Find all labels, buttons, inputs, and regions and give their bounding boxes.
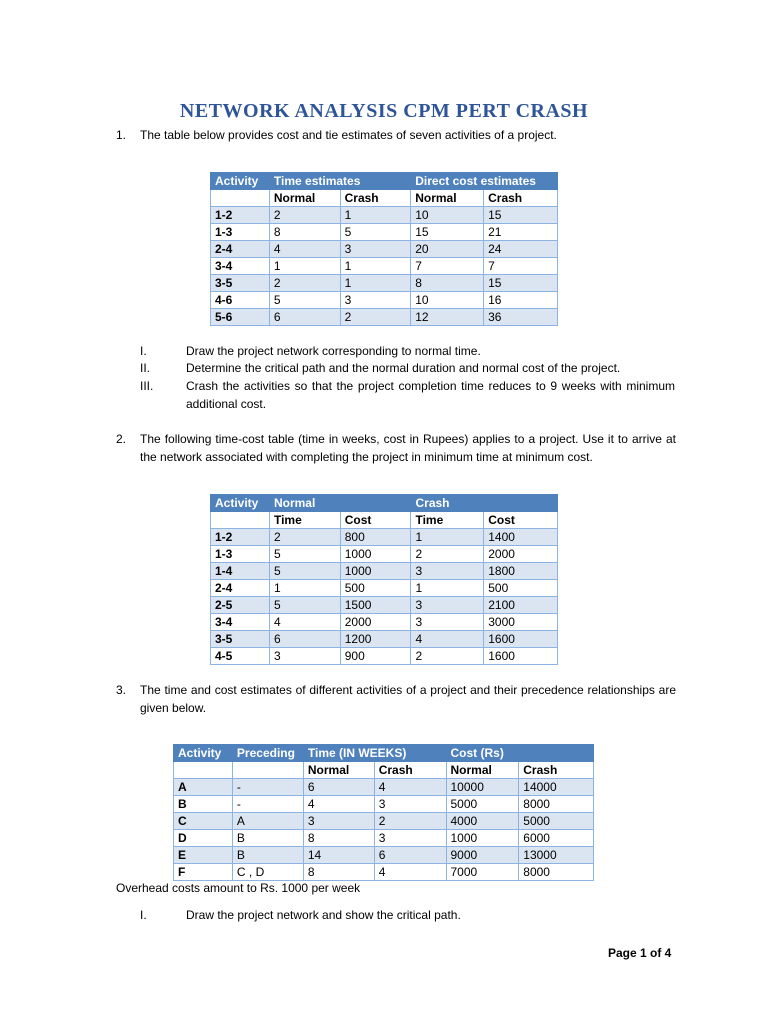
table-cell: 2-4: [211, 580, 270, 597]
table-cell: -: [232, 779, 303, 796]
subheader-cell: Time: [269, 512, 340, 529]
table-cell: 3000: [484, 614, 558, 631]
table-cell: 5: [269, 597, 340, 614]
table-cell: 3: [340, 241, 411, 258]
table-row: [211, 241, 558, 258]
header-cell: Cost (Rs): [446, 745, 594, 762]
table-cell: 3: [340, 292, 411, 309]
table-cell: 1: [340, 275, 411, 292]
table-cell: 4-5: [211, 648, 270, 665]
header-cell: Preceding: [232, 745, 303, 762]
table-cell: 4: [374, 779, 446, 796]
subheader-cell: Crash: [374, 762, 446, 779]
table-cell: 1: [340, 258, 411, 275]
table-cell: B: [174, 796, 233, 813]
sub-item-text: Draw the project network corresponding to normal time.: [186, 344, 481, 358]
table-cell: 1: [411, 529, 484, 546]
table-cell: 3-5: [211, 275, 270, 292]
sub-item-3: [140, 377, 675, 413]
table-cell: 2100: [484, 597, 558, 614]
table-cell: 2-4: [211, 241, 270, 258]
sub-item-2: [140, 359, 675, 377]
table-cell: 15: [411, 224, 484, 241]
table-cell: 20: [411, 241, 484, 258]
table-row: [174, 847, 594, 864]
table-cell: 1-4: [211, 563, 270, 580]
table-row: [211, 275, 558, 292]
question-3: [116, 681, 676, 717]
question-1: [116, 126, 676, 144]
table-cell: 8: [411, 275, 484, 292]
subheader-cell: Crash: [519, 762, 594, 779]
question-2: [116, 430, 676, 466]
table-row: [211, 292, 558, 309]
table-cell: 6: [269, 631, 340, 648]
table-cell: 1800: [484, 563, 558, 580]
table-cell: 7: [484, 258, 558, 275]
table-cell: 15: [484, 275, 558, 292]
table-row: [211, 546, 558, 563]
header-cell: Time (IN WEEKS): [303, 745, 446, 762]
header-cell: Direct cost estimates: [411, 173, 558, 190]
subheader-cell: Crash: [484, 190, 558, 207]
table-cell: 4: [303, 796, 374, 813]
table-row: [211, 580, 558, 597]
header-cell: Activity: [211, 495, 270, 512]
table-cell: 1: [269, 580, 340, 597]
subheader-cell: Normal: [446, 762, 519, 779]
header-cell: Normal: [269, 495, 411, 512]
table-cell: 6000: [519, 830, 594, 847]
table-cell: 3: [411, 597, 484, 614]
table-cell: 3: [269, 648, 340, 665]
table-cell: 3: [411, 614, 484, 631]
table-cell: 8000: [519, 796, 594, 813]
roman-numeral: I.: [140, 908, 147, 922]
sub-item-1: [140, 342, 675, 360]
page-title: NETWORK ANALYSIS CPM PERT CRASH: [179, 100, 589, 122]
table-cell: 24: [484, 241, 558, 258]
table-cell: 6: [374, 847, 446, 864]
table-cell: 5000: [519, 813, 594, 830]
page-number: Page 1 of 4: [608, 946, 672, 960]
table-cell: 2: [411, 648, 484, 665]
table-cell: 8000: [519, 864, 594, 881]
question-text: The following time-cost table (time in weeks, cost in Rupees) applies to a project. Use it to arrive at the network associated with completing the project in minimum time at minimum cost.: [140, 432, 676, 464]
subheader-cell: [232, 762, 303, 779]
table-row: [174, 813, 594, 830]
table-cell: 5-6: [211, 309, 270, 326]
table-cell: 36: [484, 309, 558, 326]
table-cell: 3: [411, 563, 484, 580]
table-cell: 5: [269, 546, 340, 563]
header-cell: Activity: [211, 173, 270, 190]
table-cell: 3: [374, 830, 446, 847]
table-cell: 500: [484, 580, 558, 597]
table-cell: 2: [340, 309, 411, 326]
table-cell: 2-5: [211, 597, 270, 614]
table-cell: 2000: [484, 546, 558, 563]
overhead-note: Overhead costs amount to Rs. 1000 per week: [116, 881, 361, 895]
table-cell: 1: [269, 258, 340, 275]
table-row: [174, 830, 594, 847]
table-cell: 10000: [446, 779, 519, 796]
table-cell: 3-4: [211, 258, 270, 275]
table-cell: 4: [411, 631, 484, 648]
sub-item-text: Determine the critical path and the normal duration and normal cost of the project.: [186, 361, 621, 375]
table-cell: 4000: [446, 813, 519, 830]
table-cell: 1600: [484, 631, 558, 648]
table-row: [174, 796, 594, 813]
subheader-cell: Cost: [484, 512, 558, 529]
table-cell: 2: [269, 275, 340, 292]
table-cell: C: [174, 813, 233, 830]
table-cell: 3-4: [211, 614, 270, 631]
table-cell: 8: [269, 224, 340, 241]
table-cell: 10: [411, 207, 484, 224]
table-row: [211, 309, 558, 326]
table-row: [211, 648, 558, 665]
subheader-cell: [211, 190, 270, 207]
table-row: [211, 258, 558, 275]
table-cell: 14: [303, 847, 374, 864]
header-cell: Time estimates: [269, 173, 410, 190]
table-cell: 1-3: [211, 546, 270, 563]
table-cell: 5000: [446, 796, 519, 813]
table-cell: 6: [269, 309, 340, 326]
header-cell: Activity: [174, 745, 233, 762]
table-cell: 1-2: [211, 207, 270, 224]
table-cell: 2000: [340, 614, 411, 631]
table-row: [211, 563, 558, 580]
subheader-cell: Crash: [340, 190, 411, 207]
table-cell: 8: [303, 830, 374, 847]
roman-numeral: II.: [140, 361, 151, 375]
table-cell: 9000: [446, 847, 519, 864]
table-cell: 4: [269, 614, 340, 631]
table-cell: 3-5: [211, 631, 270, 648]
subheader-cell: Normal: [303, 762, 374, 779]
table-cell: 16: [484, 292, 558, 309]
cost-time-table-2: [210, 494, 558, 665]
table-row: [211, 631, 558, 648]
table-cell: 1-2: [211, 529, 270, 546]
table-cell: 800: [340, 529, 411, 546]
table-cell: 8: [303, 864, 374, 881]
table-row: [211, 224, 558, 241]
subheader-cell: [211, 512, 270, 529]
table-cell: 4: [374, 864, 446, 881]
table-cell: 1500: [340, 597, 411, 614]
question-number: 2.: [116, 432, 127, 446]
subheader-cell: Normal: [269, 190, 340, 207]
question-number: 3.: [116, 683, 127, 697]
table-cell: 1: [340, 207, 411, 224]
subheader-cell: [174, 762, 233, 779]
table-cell: 1600: [484, 648, 558, 665]
table-cell: 5: [269, 563, 340, 580]
cost-time-table-3: [173, 744, 594, 881]
table-cell: -: [232, 796, 303, 813]
table-cell: 1200: [340, 631, 411, 648]
table-cell: B: [232, 830, 303, 847]
table-cell: 7: [411, 258, 484, 275]
table-cell: A: [174, 779, 233, 796]
table-cell: 14000: [519, 779, 594, 796]
table-row: [174, 864, 594, 881]
table-cell: 900: [340, 648, 411, 665]
table-row: [174, 779, 594, 796]
table-row: [211, 597, 558, 614]
table-cell: 5: [340, 224, 411, 241]
table-cell: 5: [269, 292, 340, 309]
sub-item-q3-1: [140, 906, 675, 924]
table-cell: 10: [411, 292, 484, 309]
table-cell: 1: [411, 580, 484, 597]
table-cell: F: [174, 864, 233, 881]
table-cell: 2: [374, 813, 446, 830]
roman-numeral: III.: [140, 379, 154, 393]
table-cell: B: [232, 847, 303, 864]
table-cell: 2: [411, 546, 484, 563]
table-cell: D: [174, 830, 233, 847]
table-row: [211, 614, 558, 631]
subheader-cell: Time: [411, 512, 484, 529]
table-cell: 4: [269, 241, 340, 258]
table-row: [211, 529, 558, 546]
table-cell: E: [174, 847, 233, 864]
header-cell: Crash: [411, 495, 558, 512]
question-text: The table below provides cost and tie estimates of seven activities of a project.: [140, 128, 557, 142]
table-cell: 3: [374, 796, 446, 813]
roman-numeral: I.: [140, 344, 147, 358]
table-cell: 3: [303, 813, 374, 830]
question-number: 1.: [116, 128, 127, 142]
table-cell: 1000: [446, 830, 519, 847]
table-cell: 1000: [340, 563, 411, 580]
table-cell: 1-3: [211, 224, 270, 241]
table-cell: 12: [411, 309, 484, 326]
table-cell: C , D: [232, 864, 303, 881]
sub-item-text: Crash the activities so that the project completion time reduces to 9 weeks with minimum additional cost.: [186, 379, 675, 411]
cost-time-table-1: [210, 172, 558, 326]
table-cell: 6: [303, 779, 374, 796]
table-cell: 13000: [519, 847, 594, 864]
question-text: The time and cost estimates of different activities of a project and their precedence relationships are given below.: [140, 683, 676, 715]
table-cell: 1000: [340, 546, 411, 563]
table-cell: 15: [484, 207, 558, 224]
subheader-cell: Normal: [411, 190, 484, 207]
table-cell: A: [232, 813, 303, 830]
table-cell: 2: [269, 529, 340, 546]
sub-item-text: Draw the project network and show the critical path.: [186, 908, 461, 922]
subheader-cell: Cost: [340, 512, 411, 529]
table-cell: 21: [484, 224, 558, 241]
table-row: [211, 207, 558, 224]
table-cell: 1400: [484, 529, 558, 546]
table-cell: 4-6: [211, 292, 270, 309]
table-cell: 500: [340, 580, 411, 597]
table-cell: 2: [269, 207, 340, 224]
table-cell: 7000: [446, 864, 519, 881]
